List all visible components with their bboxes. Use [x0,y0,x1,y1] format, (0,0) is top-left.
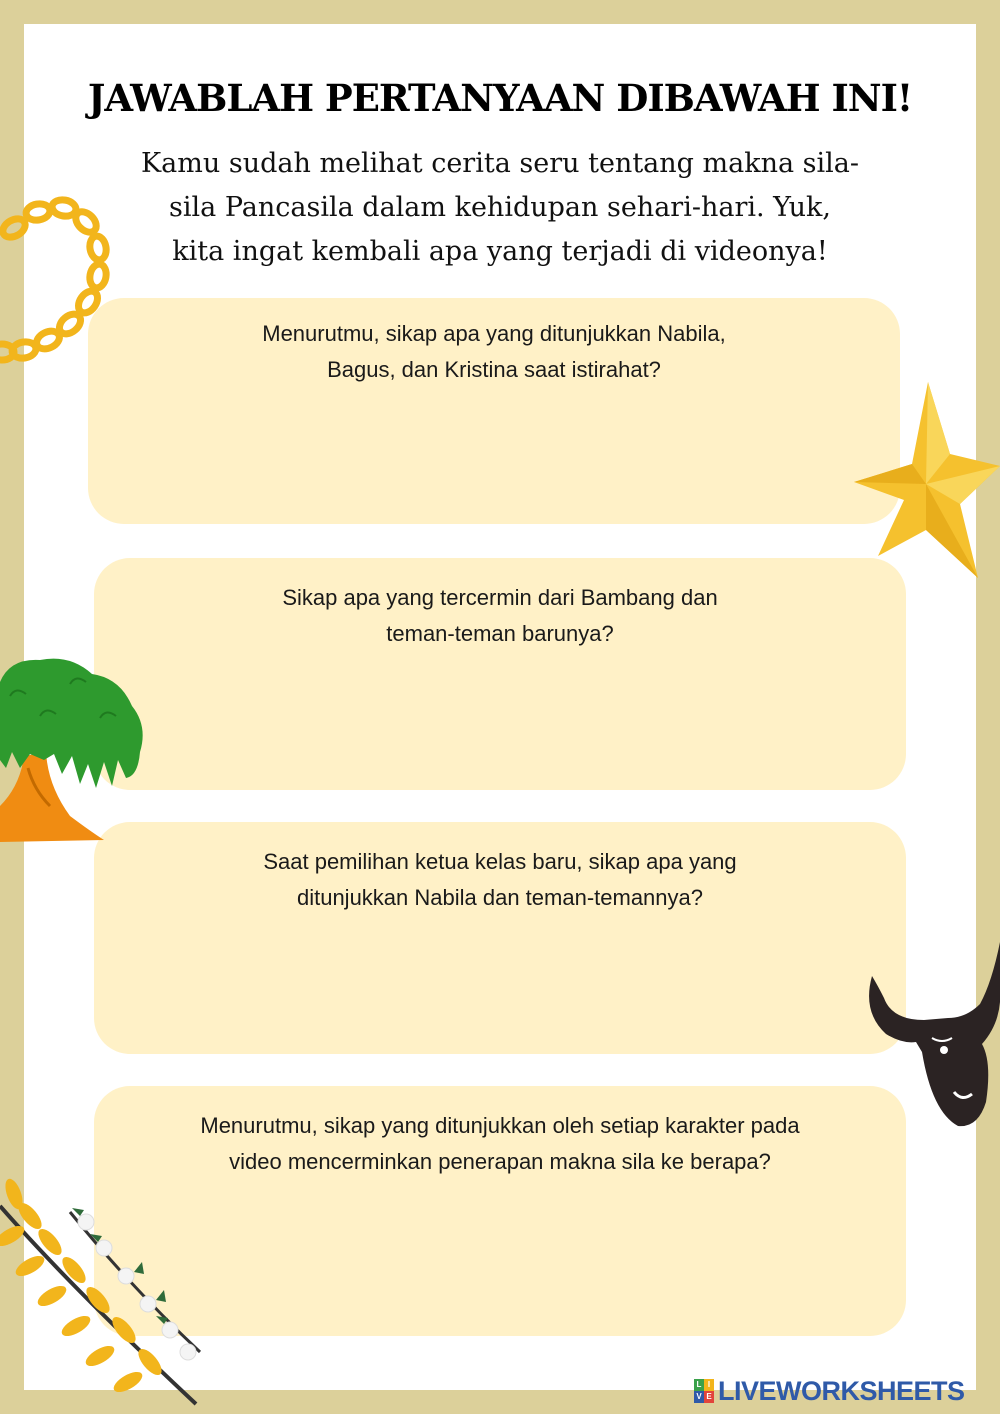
question-line: Saat pemilihan ketua kelas baru, sikap apa yang [263,849,737,874]
intro-line: kita ingat kembali apa yang terjadi di videonya! [172,236,828,267]
liveworksheets-logo[interactable] [694,1374,965,1408]
question-line: Menurutmu, sikap yang ditunjukkan oleh setiap karakter pada [200,1113,800,1138]
question-line: ditunjukkan Nabila dan teman-temannya? [296,885,704,910]
logo-mark-icon: L I V E [694,1379,714,1403]
intro-text [90,142,910,274]
page-title: JAWABLAH PERTANYAAN DIBAWAH INI! [87,76,913,120]
answer-box-1[interactable] [88,298,900,524]
question-line: Menurutmu, sikap apa yang ditunjukkan Nabila, [262,321,726,346]
answer-box-2[interactable] [94,558,906,790]
question-line: Bagus, dan Kristina saat istirahat? [327,357,661,382]
answer-box-4[interactable] [94,1086,906,1336]
rice-cotton-icon [0,1176,210,1406]
answer-box-3[interactable] [94,822,906,1054]
question-3 [94,844,906,916]
intro-line: sila Pancasila dalam kehidupan sehari-hari. Yuk, [169,192,831,223]
intro-line: Kamu sudah melihat cerita seru tentang makna sila- [141,148,859,179]
question-line: video mencerminkan penerapan makna sila ke berapa? [229,1149,771,1174]
question-1 [88,316,900,388]
star-icon [850,380,1000,580]
bull-head-icon [862,942,1000,1128]
question-2 [94,580,906,652]
logo-text: LIVEWORKSHEETS [718,1375,965,1406]
question-line: Sikap apa yang tercermin dari Bambang dan [282,585,718,610]
question-4 [94,1108,906,1180]
banyan-tree-icon [0,656,150,842]
question-line: teman-teman barunya? [386,621,614,646]
chain-icon [0,196,112,372]
